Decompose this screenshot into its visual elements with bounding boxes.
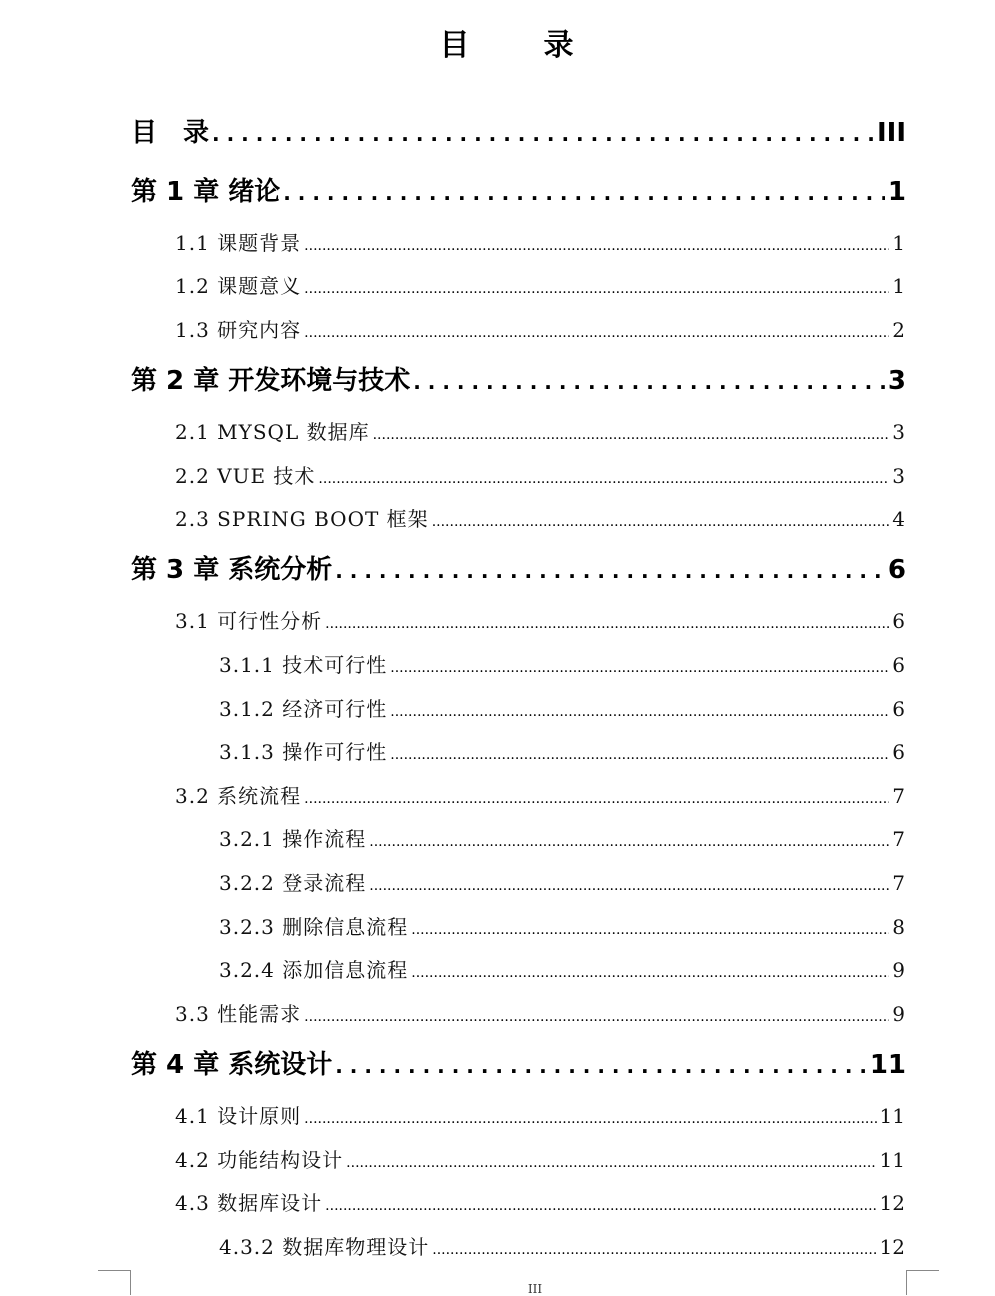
toc-entry-page: III — [876, 118, 906, 148]
toc-entry-page: 8 — [892, 915, 905, 939]
toc-entry-chapter-1[interactable] — [131, 175, 906, 210]
toc-entry-page: 9 — [892, 1002, 905, 1026]
dot-leader — [369, 828, 889, 856]
dot-leader — [304, 275, 889, 303]
toc-entry-4-2[interactable] — [175, 1146, 905, 1177]
toc-entry-chapter-4[interactable] — [131, 1048, 906, 1083]
toc-entry-label: 3.2 系统流程 — [175, 784, 302, 808]
dot-leader — [373, 421, 890, 449]
toc-entry-chapter-2[interactable] — [131, 364, 906, 399]
toc-entry-4-1[interactable] — [175, 1102, 905, 1133]
dot-leader — [304, 1105, 876, 1133]
toc-entry-3-1-1[interactable] — [219, 651, 905, 682]
toc-entry-page: 7 — [892, 827, 905, 851]
dot-leader — [390, 654, 889, 682]
toc-entry-label: 2.2 VUE 技术 — [175, 464, 316, 488]
toc-entry-page: 1 — [892, 274, 905, 298]
dot-leader — [304, 785, 889, 813]
toc-entry-label: 3.1 可行性分析 — [175, 609, 323, 633]
dot-leader — [411, 959, 889, 987]
toc-entry-page: 3 — [892, 464, 905, 488]
toc-entry-label: 第 1 章 绪论 — [131, 177, 281, 207]
toc-entry-2-1[interactable] — [175, 418, 905, 449]
toc-entry-3-2-2[interactable] — [219, 869, 905, 900]
toc-entry-contents[interactable] — [131, 116, 906, 151]
toc-entry-3-2-4[interactable] — [219, 956, 905, 987]
toc-entry-label: 4.3.2 数据库物理设计 — [219, 1235, 430, 1259]
toc-entry-label: 4.2 功能结构设计 — [175, 1148, 344, 1172]
toc-entry-label: 2.1 MYSQL 数据库 — [175, 420, 370, 444]
dot-leader — [390, 698, 889, 726]
toc-entry-page: 6 — [892, 740, 905, 764]
toc-entry-label: 4.1 设计原则 — [175, 1104, 302, 1128]
toc-entry-label: 1.3 研究内容 — [175, 318, 302, 342]
footer-page-number: III — [527, 1282, 543, 1296]
dot-leader — [335, 554, 885, 588]
toc-entry-label: 1.2 课题意义 — [175, 274, 302, 298]
toc-entry-page: 12 — [879, 1191, 905, 1215]
toc-entry-page: 12 — [879, 1235, 905, 1259]
dot-leader — [325, 1192, 876, 1220]
toc-entry-page: 1 — [892, 231, 905, 255]
toc-entry-label: 第 2 章 开发环境与技术 — [131, 366, 411, 396]
toc-entry-page: 2 — [892, 318, 905, 342]
toc-entry-3-1-2[interactable] — [219, 695, 905, 726]
toc-entry-chapter-3[interactable] — [131, 553, 906, 588]
toc-entry-4-3[interactable] — [175, 1189, 905, 1220]
toc-entry-page: 3 — [887, 366, 906, 396]
toc-entry-label: 3.1.3 操作可行性 — [219, 740, 388, 764]
toc-entry-3-2[interactable] — [175, 782, 905, 813]
toc-entry-page: 3 — [892, 420, 905, 444]
toc-entry-3-3[interactable] — [175, 1000, 905, 1031]
toc-entry-label: 3.2.4 添加信息流程 — [219, 958, 409, 982]
toc-entry-label: 3.2.2 登录流程 — [219, 871, 367, 895]
toc-entry-1-3[interactable] — [175, 316, 905, 347]
dot-leader — [411, 916, 889, 944]
toc-entry-3-2-1[interactable] — [219, 825, 905, 856]
toc-entry-label: 目 录 — [131, 118, 210, 148]
dot-leader — [432, 1236, 876, 1264]
toc-entry-2-2[interactable] — [175, 462, 905, 493]
dot-leader — [318, 465, 889, 493]
toc-entry-label: 3.1.1 技术可行性 — [219, 653, 388, 677]
toc-entry-4-3-2[interactable] — [219, 1233, 905, 1264]
dot-leader — [304, 319, 889, 347]
dot-leader — [369, 872, 889, 900]
toc-entry-1-1[interactable] — [175, 229, 905, 260]
toc-entry-label: 2.3 SPRING BOOT 框架 — [175, 507, 429, 531]
dot-leader — [346, 1149, 876, 1177]
toc-entry-1-2[interactable] — [175, 272, 905, 303]
toc-entry-2-3[interactable] — [175, 505, 905, 536]
toc-entry-page: 7 — [892, 784, 905, 808]
toc-entry-page: 6 — [892, 609, 905, 633]
toc-entry-label: 3.1.2 经济可行性 — [219, 697, 388, 721]
toc-entry-label: 3.2.3 删除信息流程 — [219, 915, 409, 939]
dot-leader — [335, 1049, 867, 1083]
dot-leader — [413, 365, 885, 399]
toc-entry-page: 6 — [887, 555, 906, 585]
page-corner-mark-right — [906, 1270, 939, 1295]
page-corner-mark-left — [98, 1270, 131, 1295]
toc-entry-page: 9 — [892, 958, 905, 982]
dot-leader — [390, 741, 889, 769]
toc-entry-label: 第 3 章 系统分析 — [131, 555, 333, 585]
toc-entry-label: 4.3 数据库设计 — [175, 1191, 323, 1215]
toc-entry-label: 第 4 章 系统设计 — [131, 1050, 333, 1080]
toc-entry-label: 3.3 性能需求 — [175, 1002, 302, 1026]
toc-entry-3-1-3[interactable] — [219, 738, 905, 769]
toc-entry-page: 11 — [869, 1050, 906, 1080]
toc-entry-page: 7 — [892, 871, 905, 895]
toc-entry-label: 3.2.1 操作流程 — [219, 827, 367, 851]
page-title: 目 录 — [439, 28, 596, 63]
toc-entry-page: 4 — [892, 507, 905, 531]
toc-entry-page: 11 — [879, 1148, 905, 1172]
toc-entry-page: 11 — [879, 1104, 905, 1128]
dot-leader — [212, 117, 874, 151]
toc-entry-label: 1.1 课题背景 — [175, 231, 302, 255]
dot-leader — [432, 508, 890, 536]
toc-entry-page: 1 — [887, 177, 906, 207]
toc-entry-page: 6 — [892, 697, 905, 721]
toc-entry-3-2-3[interactable] — [219, 913, 905, 944]
dot-leader — [304, 232, 889, 260]
dot-leader — [283, 176, 885, 210]
dot-leader — [304, 1003, 889, 1031]
toc-entry-page: 6 — [892, 653, 905, 677]
toc-entry-3-1[interactable] — [175, 607, 905, 638]
dot-leader — [325, 610, 889, 638]
